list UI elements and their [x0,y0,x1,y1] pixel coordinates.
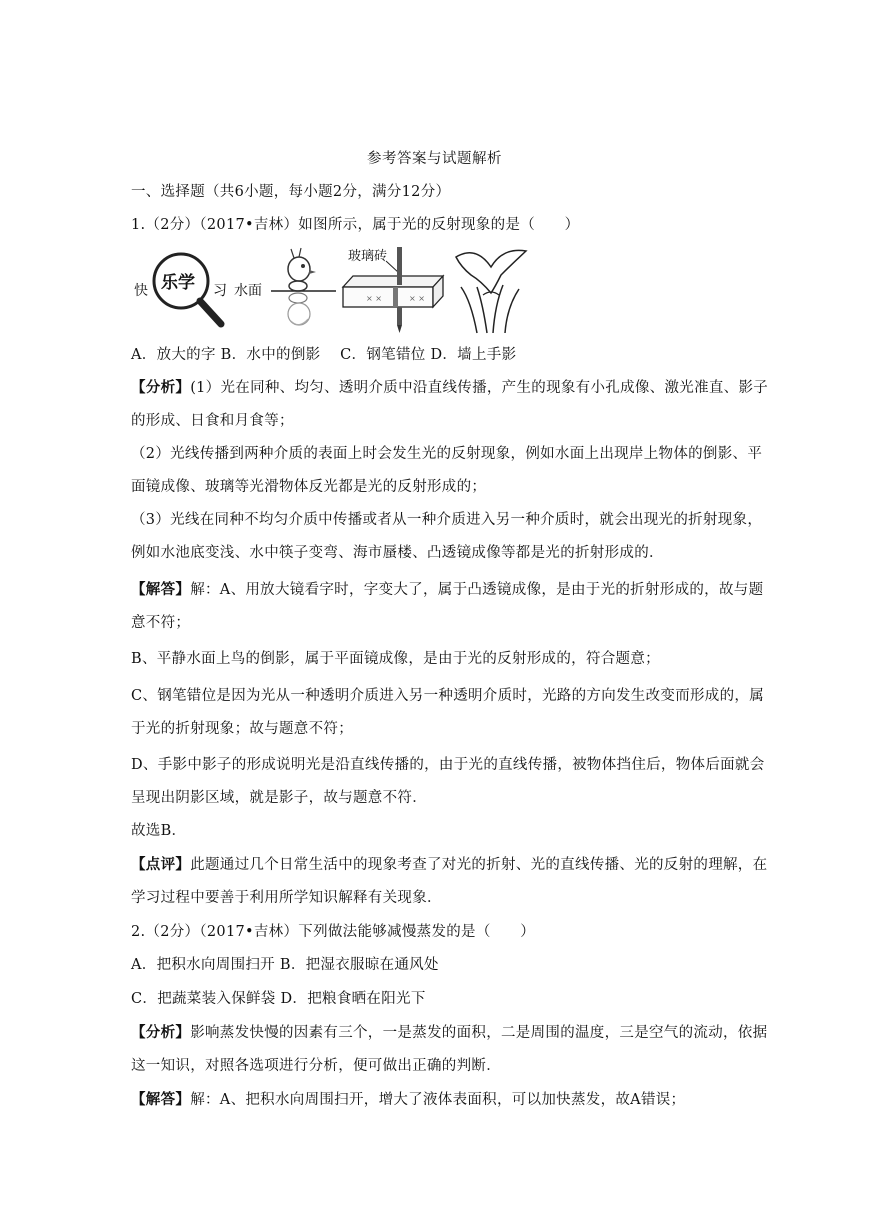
q1-analysis-line-1: 【分析】(1）光在同种、均匀、透明介质中沿直线传播，产生的现象有小孔成像、激光准直、影子 [131,379,769,396]
pen-shifted [393,287,398,307]
page-title: 参考答案与试题解析 [367,151,502,167]
q1-figure [131,245,551,335]
q1-analysis-line-5: （3）光线在同种不均匀介质中传播或者从一种介质进入另一种介质时，就会出现光的折射现象， [131,512,763,528]
q1-analysis-line-3: （2）光线传播到两种介质的表面上时会发生光的反射现象，例如水面上出现岸上物体的倒影、平 [131,446,763,462]
figure-lens-text: 乐学 [161,273,195,293]
glass-brick-top [343,276,443,287]
figure-left-char: 快 [134,283,148,299]
q1-comment-line-2: 学习过程中要善于利用所学知识解释有关现象． [131,890,442,906]
hand-right [493,285,519,333]
q1-stem: 1.（2分）（2017•吉林）如图所示，属于光的反射现象的是（ ） [131,217,580,233]
analysis-tag: 【分析】 [131,1024,191,1041]
q1-options: A．放大的字 B．水中的倒影 C．钢笔错位 D．墙上手影 [131,347,517,363]
q1-choice: 故选B． [131,823,187,839]
q2-options-1: A．把积水向周围扫开 B．把湿衣服晾在通风处 [131,957,439,973]
bird-crest [291,248,301,258]
svg-text:× ×: × × [409,294,425,303]
q1-answer-line-4: C、钢笔错位是因为光从一种透明介质进入另一种透明介质时，光路的方向发生改变而形成的，属 [131,688,764,704]
q1-answer-line-3: B、平静水面上鸟的倒影，属于平面镜成像，是由于光的反射形成的，符合题意； [131,651,660,667]
figure-glass-label: 玻璃砖 [348,249,388,264]
pen-bottom [397,307,402,325]
shadow-bird-shape [456,250,526,293]
bird-body [289,281,307,291]
section-heading: 一、选择题（共6小题，每小题2分，满分12分） [131,184,451,200]
reflection-body [289,293,307,303]
q1-figure-svg [131,245,551,335]
bird-beak [309,270,316,274]
q1-comment-line-1: 【点评】此题通过几个日常生活中的现象考查了对光的折射、光的直线传播、光的反射的理解，在 [131,856,768,873]
pen-tip [397,325,402,333]
comment-tag: 【点评】 [131,856,191,873]
q2-analysis-line-2: 这一知识，对照各选项进行分析，便可做出正确的判断． [131,1058,501,1074]
q2-stem: 2.（2分）（2017•吉林）下列做法能够减慢蒸发的是（ ） [131,924,536,940]
q2-options-2: C．把蔬菜装入保鲜袋 D．把粮食晒在阳光下 [131,991,426,1007]
magnifier-handle [200,301,221,324]
q1-analysis-line-4: 面镜成像、玻璃等光滑物体反光都是光的反射形成的； [131,479,487,495]
svg-text:× ×: × × [366,294,382,303]
hand-left [461,287,487,333]
q1-answer-line-7: 呈现出阴影区域，就是影子，故与题意不符． [131,790,427,806]
q1-answer-line-5: 于光的折射现象；故与题意不符； [131,721,353,737]
bird-eye [301,264,305,268]
answer-tag: 【解答】 [131,1091,191,1108]
figure-right-char: 习 [213,283,227,299]
figure-water-label: 水面 [234,283,262,299]
q2-answer-line-1: 【解答】解：A、把积水向周围扫开，增大了液体表面积，可以加快蒸发，故A错误； [131,1091,686,1108]
q2-analysis-line-1: 【分析】影响蒸发快慢的因素有三个，一是蒸发的面积，二是周围的温度，三是空气的流动，依据 [131,1024,768,1041]
bird-head [288,257,310,281]
answer-tag: 【解答】 [131,581,191,598]
q1-answer-line-6: D、手影中影子的形成说明光是沿直线传播的，由于光的直线传播，被物体挡住后，物体后面就会 [131,757,765,773]
q1-analysis-line-2: 的形成、日食和月食等； [131,413,294,429]
analysis-tag: 【分析】 [131,379,191,396]
pen-top [397,247,402,285]
q1-answer-line-1: 【解答】解：A、用放大镜看字时，字变大了，属于凸透镜成像，是由于光的折射形成的，故与题 [131,581,764,598]
q1-analysis-line-6: 例如水池底变浅、水中筷子变弯、海市蜃楼、凸透镜成像等都是光的折射形成的． [131,545,664,561]
q1-answer-line-2: 意不符； [131,615,191,631]
